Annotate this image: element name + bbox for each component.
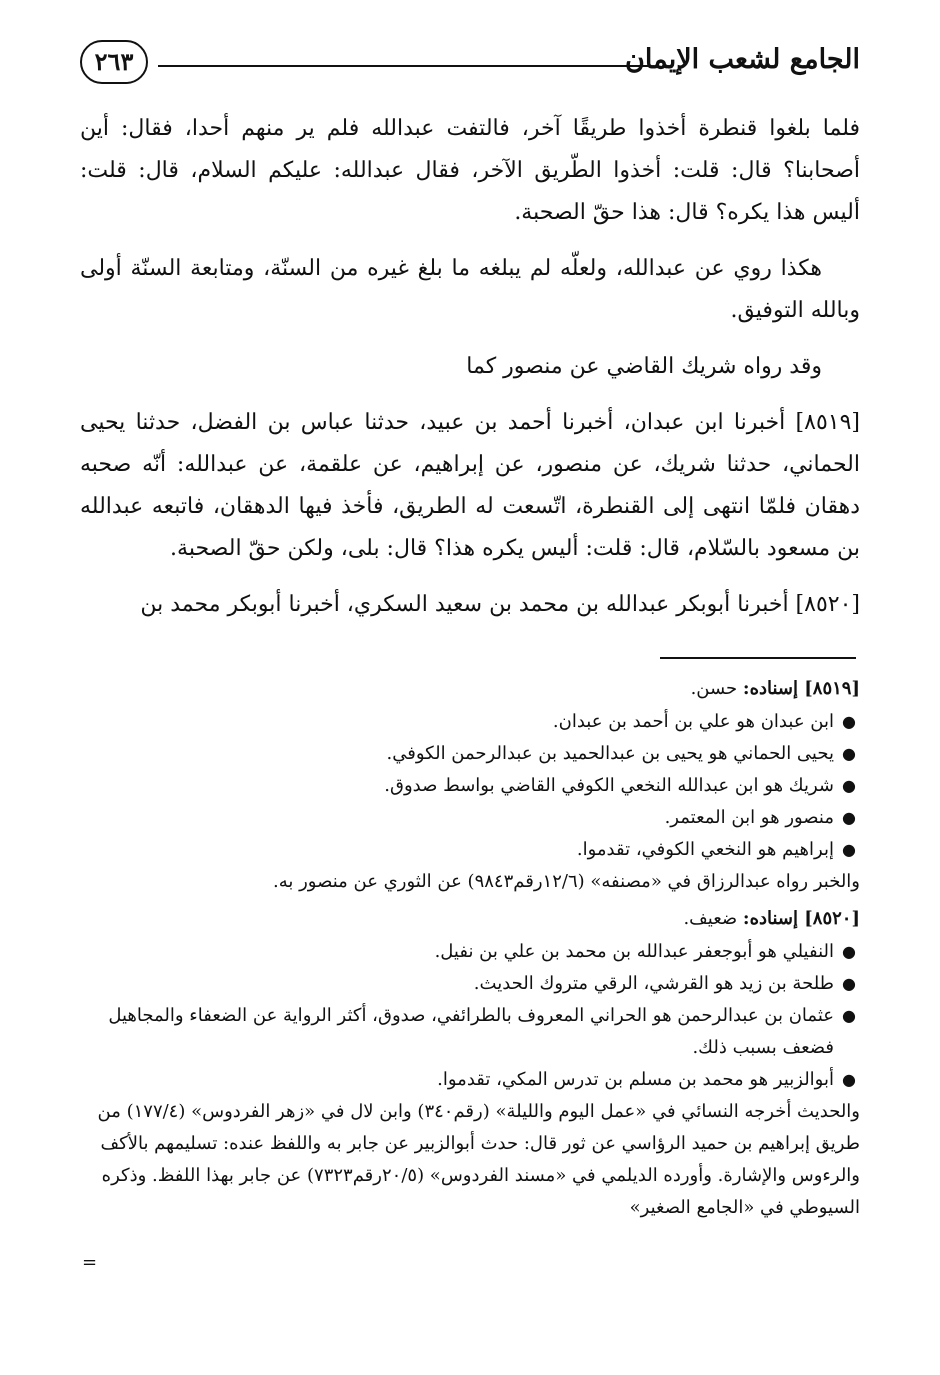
paragraph: وقد رواه شريك القاضي عن منصور كما [466, 354, 822, 379]
note-grade: ضعيف. [683, 908, 743, 929]
bullet-icon: ● [842, 744, 856, 763]
note-heading-8520 [80, 902, 860, 936]
note-label: [٨٥١٩] إسناده: [742, 678, 860, 699]
hadith-8519: [٨٥١٩] أخبرنا ابن عبدان، أخبرنا أحمد بن عبيد، حدثنا عباس بن الفضل، حدثنا يحيى الحماني، حدثنا شريك، عن منصور، عن إبراهيم، عن علقمة، عن عبدالله: أنّه صحبه دهقان فلمّا انتهى إلى القنطرة، اتّسعت له الطريق، فأخذ فيها الدهقان، فاتبعه عبدالله بن مسعود بالسّلام، قال: قلت: أليس يكره هذا؟ قال: بلى، ولكن حقّ الصحبة. [80, 410, 860, 561]
page-header [80, 32, 860, 92]
book-title: الجامع لشعب الإيمان [625, 44, 860, 75]
bullet-icon: ● [842, 840, 856, 859]
paragraph: هكذا روي عن عبدالله، ولعلّه لم يبلغه ما بلغ غيره من السنّة، ومتابعة السنّة أولى وبالله التوفيق. [80, 256, 860, 323]
bullet-icon: ● [842, 776, 856, 795]
header-rule [158, 65, 650, 67]
list-item: ● أبوالزبير هو محمد بن مسلم بن تدرس المكي، تقدموا. [80, 1064, 834, 1096]
list-item: ● النفيلي هو أبوجعفر عبدالله بن محمد بن علي بن نفيل. [80, 936, 834, 968]
note-grade: حسن. [690, 678, 743, 699]
bullet-icon: ● [842, 808, 856, 827]
footnotes [80, 672, 860, 1224]
paragraph: فلما بلغوا قنطرة أخذوا طريقًا آخر، فالتفت عبدالله فلم ير منهم أحدا، فقال: أين أصحابنا؟ قال: قلت: أخذوا الطّريق الآخر، فقال عبدالله: عليكم السلام، قال: قلت: أليس هذا يكره؟ قال: هذا حقّ الصحبة. [80, 116, 860, 225]
bullet-icon: ● [842, 942, 856, 961]
list-item: ● منصور هو ابن المعتمر. [80, 802, 834, 834]
hadith-8520: [٨٥٢٠] أخبرنا أبوبكر عبدالله بن محمد بن سعيد السكري، أخبرنا أبوبكر محمد بن [140, 592, 860, 617]
bullet-icon: ● [842, 1006, 856, 1025]
list-item: ● شريك هو ابن عبدالله النخعي الكوفي القاضي بواسط صدوق. [80, 770, 834, 802]
list-item: ● طلحة بن زيد هو القرشي، الرقي متروك الحديث. [80, 968, 834, 1000]
list-item: ● يحيى الحماني هو يحيى بن عبدالحميد بن عبدالرحمن الكوفي. [80, 738, 834, 770]
narrator-list-8520 [80, 936, 860, 1096]
continuation-mark: = [82, 1252, 98, 1273]
list-item: ● ابن عبدان هو علي بن أحمد بن عبدان. [80, 706, 834, 738]
page-number: ٢٦٣ [80, 40, 148, 84]
footnote-separator [660, 657, 856, 659]
note-label: [٨٥٢٠] إسناده: [742, 908, 860, 929]
narrator-list-8519 [80, 706, 860, 866]
bullet-icon: ● [842, 712, 856, 731]
list-item: ● إبراهيم هو النخعي الكوفي، تقدموا. [80, 834, 834, 866]
list-item: ● عثمان بن عبدالرحمن هو الحراني المعروف بالطرائفي، صدوق، أكثر الرواية عن الضعفاء والمجاهيل فضعف بسبب ذلك. [80, 1000, 834, 1064]
note-heading-8519 [80, 672, 860, 706]
bullet-icon: ● [842, 974, 856, 993]
note-footer-8519: والخبر رواه عبدالرزاق في «مصنفه» (١٢/٦رقم٩٨٤٣) عن الثوري عن منصور به. [273, 871, 860, 892]
main-text [80, 108, 860, 626]
bullet-icon: ● [842, 1070, 856, 1089]
note-footer-8520: والحديث أخرجه النسائي في «عمل اليوم والليلة» (رقم٣٤٠) وابن لال في «زهر الفردوس» (١٧٧/٤) من طريق إبراهيم بن حميد الرؤاسي عن ثور قال: حدث أبوالزبير عن جابر به واللفظ عنده: تسليمهم بالأكف والرءوس والإشارة. وأورده الديلمي في «مسند الفردوس» (٢٠/٥رقم٧٣٢٣) عن جابر بهذا اللفظ. وذكره السيوطي في «الجامع الصغير» [97, 1101, 860, 1218]
